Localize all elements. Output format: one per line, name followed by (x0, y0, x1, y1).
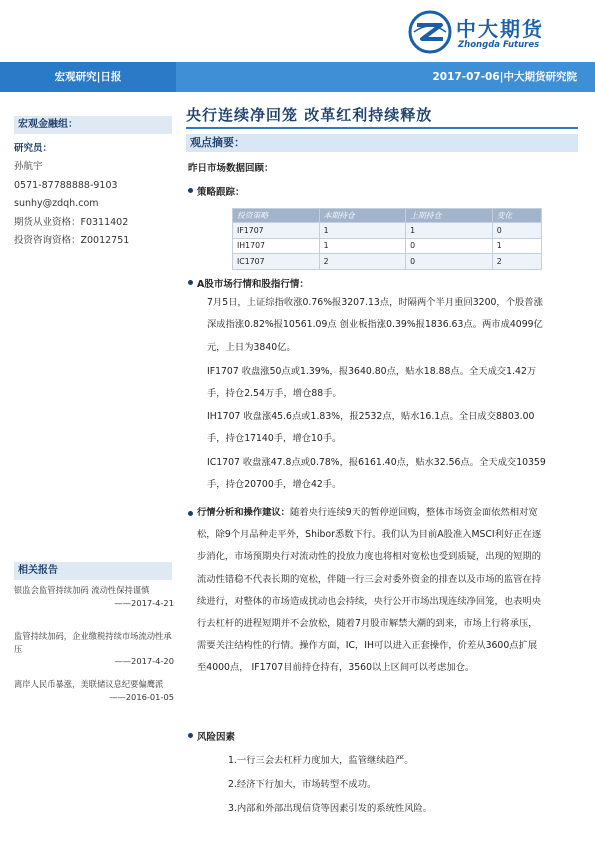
related-report-title[interactable]: 离岸人民币暴涨，美联储议息纪要偏鹰派 (14, 679, 164, 689)
table-row (233, 223, 542, 239)
table-cell: 1 (319, 238, 406, 254)
bullet-icon (188, 188, 193, 193)
market-paragraph: 7月5日，上证综指收涨0.76%报3207.13点，时隔两个半月重回3200，个股普涨 深成指涨0.82%报10561.09点 创业板指涨0.39%报1836.63点。两市成4099亿元，上日为3840亿。 (207, 297, 543, 353)
risk-item: 2.经济下行加大，市场转型不成功。 (228, 779, 377, 790)
researcher-info (14, 140, 174, 250)
table-cell: 0 (406, 254, 493, 270)
market-heading: A股市场行情和股指行情： (197, 279, 309, 290)
table-header-cell: 变化 (492, 209, 541, 223)
related-report-date: ——2017-4-20 (114, 656, 174, 666)
table-cell: 0 (406, 238, 493, 254)
related-report-date: ——2017-4-21 (114, 597, 174, 608)
risk-heading: 风险因素 (197, 732, 236, 743)
table-cell: IH1707 (233, 238, 320, 254)
analysis-paragraph (186, 502, 544, 680)
table-header-cell: 本期持仓 (319, 209, 406, 223)
related-report-title[interactable]: 银监会监管持续加码 流动性保持谨慎 (14, 585, 150, 595)
strategy-heading: 策略跟踪： (197, 187, 245, 198)
header-banner (0, 62, 595, 92)
table-cell: 1 (406, 223, 493, 239)
table-cell: IC1707 (233, 254, 320, 270)
table-header-row (233, 209, 542, 223)
related-report-item[interactable] (14, 678, 176, 703)
market-paragraph: IF1707 收盘涨50点或1.39%，报3640.80点，贴水18.88点。全天成交1.42万手，持仓2.54万手，增仓88手。 (207, 366, 537, 400)
bullet-icon (188, 280, 193, 285)
table-cell: IF1707 (233, 223, 320, 239)
table-row (233, 254, 542, 270)
positions-table (232, 208, 542, 270)
researcher-name: 孙航宇 (14, 161, 43, 173)
yesterday-review-heading: 昨日市场数据回顾： (188, 163, 274, 174)
logo-mark-icon (408, 10, 452, 54)
table-cell: 2 (319, 254, 406, 270)
table-cell: 2 (492, 254, 541, 270)
analysis-block (186, 502, 544, 680)
market-paragraph: IC1707 收盘涨47.8点或0.78%，报6161.40点，贴水32.56点。全天成交10359手，持仓20700手，增仓42手。 (207, 457, 546, 491)
report-title: 央行连续净回笼 改革红利持续释放 (186, 106, 433, 124)
company-logo (408, 10, 588, 54)
table-header-cell: 上期持仓 (406, 209, 493, 223)
related-report-date: ——2016-01-05 (109, 691, 174, 702)
researcher-label: 研究员： (14, 143, 53, 154)
researcher-email[interactable]: sunhy@zdqh.com (14, 198, 99, 210)
report-section-label: 宏观研究|日报 (0, 62, 176, 92)
summary-tag (186, 134, 578, 152)
bullet-icon (188, 733, 193, 738)
sidebar-group-title: 宏观金融组： (14, 116, 172, 134)
futures-license: 期货从业资格：F0311402 (14, 216, 129, 228)
report-date-source: 2017-07-06|中大期货研究院 (432, 71, 577, 83)
table-row (233, 238, 542, 254)
table-cell: 1 (319, 223, 406, 239)
risk-item: 1.一行三会去杠杆力度加大，监管继续趋严。 (228, 755, 414, 766)
analysis-text: 随着央行连续9天的暂停逆回购，整体市场资金面依然相对宽松，除9个月品种走平外，Shibor悉数下行。我们认为目前A股准入MSCI利好正在逐步消化，市场预期央行对流动性的投放力度也将相对宽松也受到质疑，出现的短期的流动性错稳不代表长期的宽松，伴随一行三会对委外资金的排查以及市场的监管在持续进行，对整体的市场造成扰动也会持续，央行公开市场出现连续净回笼，也表明央行去杠杆的进程短期并不会放松，随着7月股市解禁大潮的到来，市场上行将承压，需要关注结构性的行情。操作方面，IC，IH可以进入正套操作，价差从3600点扩展至4000点， IF1707目前持仓持有，3560以上区间可以考虑加仓。 (197, 507, 542, 674)
risk-item: 3.内部和外部出现信贷等因素引发的系统性风险。 (228, 803, 433, 814)
related-reports-title: 相关报告 (14, 562, 172, 580)
logo-text-en: Zhongda Futures (458, 40, 540, 50)
researcher-phone: 0571-87788888-9103 (14, 179, 118, 191)
logo-text-cn: 中大期货 (456, 17, 544, 41)
table-cell: 0 (492, 223, 541, 239)
market-paragraph: IH1707 收盘涨45.6点或1.83%，报2532点，贴水16.1点。全日成交8803.00手，持仓17140手，增仓10手。 (207, 411, 535, 445)
related-report-item[interactable] (14, 630, 176, 668)
related-report-title[interactable]: 监管持续加码，企业缴税持续市场流动性承压 (14, 631, 172, 654)
table-cell: 1 (492, 238, 541, 254)
related-report-item[interactable] (14, 584, 176, 609)
title-divider (186, 127, 578, 129)
summary-tag-label: 观点摘要： (190, 136, 245, 149)
table-header-cell: 投资策略 (233, 209, 320, 223)
advisory-license: 投资咨询资格：Z0012751 (14, 235, 130, 247)
analysis-heading: 行情分析和操作建议： (197, 507, 290, 518)
